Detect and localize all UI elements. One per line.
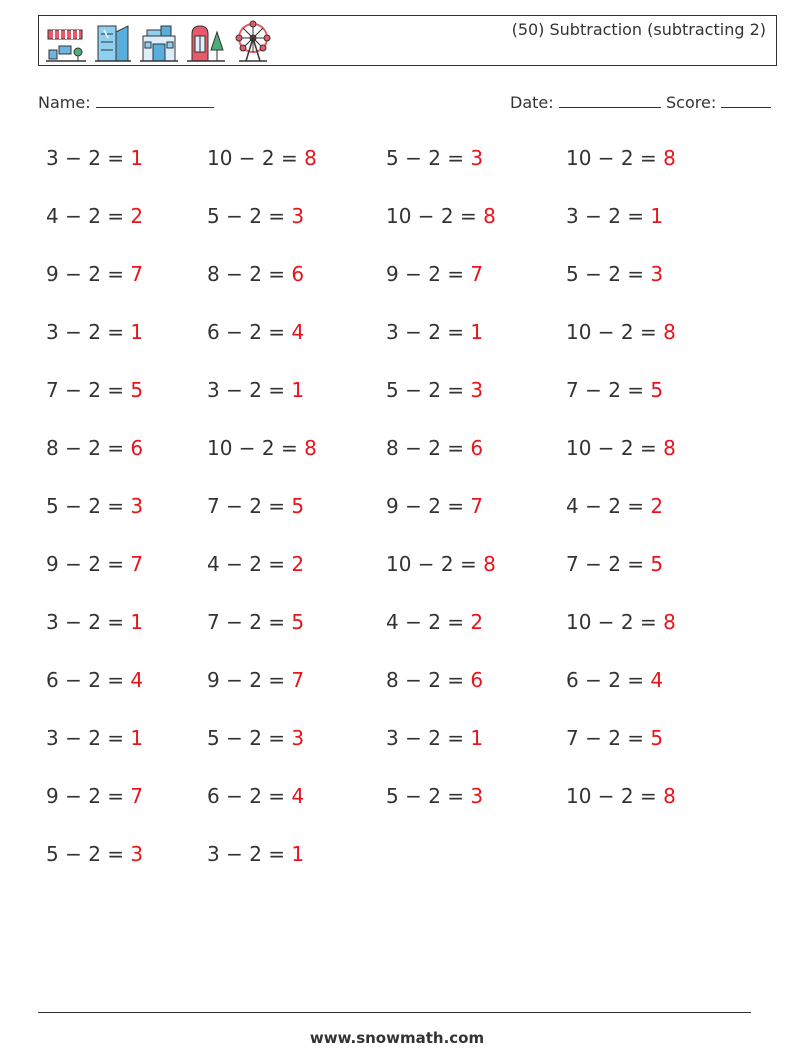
problem-question: 3 − 2 = [566, 204, 645, 228]
problem-question: 6 − 2 = [207, 320, 286, 344]
problem-question: 3 − 2 = [207, 842, 286, 866]
problem-item [386, 204, 496, 228]
problem-question: 9 − 2 = [386, 262, 465, 286]
problem-question: 4 − 2 = [46, 204, 125, 228]
problem-item [46, 262, 143, 286]
problem-item [207, 610, 304, 634]
problem-answer: 7 [130, 552, 144, 576]
problem-item [566, 494, 663, 518]
problem-answer: 4 [291, 320, 305, 344]
problem-answer: 3 [470, 784, 484, 808]
problem-question: 5 − 2 = [386, 378, 465, 402]
problem-question: 7 − 2 = [566, 378, 645, 402]
problem-question: 5 − 2 = [566, 262, 645, 286]
problem-answer: 1 [130, 610, 144, 634]
name-label: Name: [38, 93, 91, 112]
problem-answer: 3 [650, 262, 664, 286]
problem-answer: 8 [483, 552, 496, 576]
problem-item [207, 262, 304, 286]
problem-answer: 3 [291, 726, 305, 750]
score-label: Score: [666, 93, 717, 112]
problem-question: 7 − 2 = [207, 610, 286, 634]
footer-website: www.snowmath.com [309, 1029, 485, 1047]
problem-question: 10 − 2 = [207, 436, 298, 460]
problem-answer: 1 [650, 204, 664, 228]
problem-answer: 1 [291, 842, 305, 866]
problem-item [386, 378, 483, 402]
problem-item [207, 378, 304, 402]
problem-answer: 6 [291, 262, 305, 286]
date-field [510, 93, 661, 112]
problem-item [207, 668, 304, 692]
problem-answer: 6 [470, 436, 484, 460]
problem-answer: 5 [650, 378, 664, 402]
office-building-icon [94, 22, 132, 64]
problem-question: 8 − 2 = [386, 668, 465, 692]
problem-answer: 7 [130, 784, 144, 808]
problem-item [386, 262, 483, 286]
problem-item [566, 204, 663, 228]
problem-answer: 3 [470, 378, 484, 402]
problem-answer: 8 [663, 320, 676, 344]
date-line[interactable] [559, 93, 661, 108]
problem-item [46, 378, 143, 402]
problem-answer: 2 [650, 494, 664, 518]
problem-answer: 8 [304, 146, 317, 170]
problem-question: 3 − 2 = [386, 320, 465, 344]
problem-answer: 5 [291, 610, 305, 634]
problem-answer: 3 [130, 494, 144, 518]
problem-answer: 1 [470, 726, 484, 750]
problem-item [566, 146, 676, 170]
problem-item [46, 146, 143, 170]
problem-question: 3 − 2 = [207, 378, 286, 402]
problem-question: 10 − 2 = [386, 204, 477, 228]
problem-question: 7 − 2 = [207, 494, 286, 518]
problem-item [386, 320, 483, 344]
problem-answer: 1 [130, 320, 144, 344]
phone-booth-icon [186, 22, 226, 64]
problem-question: 10 − 2 = [207, 146, 298, 170]
problem-item [46, 552, 143, 576]
problem-answer: 3 [470, 146, 484, 170]
problem-answer: 8 [663, 436, 676, 460]
ferris-wheel-icon [233, 20, 273, 64]
problem-question: 7 − 2 = [46, 378, 125, 402]
problem-item [566, 436, 676, 460]
problem-item [46, 726, 143, 750]
header-icons [45, 20, 273, 64]
shop-icon [45, 24, 87, 64]
problem-question: 6 − 2 = [46, 668, 125, 692]
problem-item [386, 784, 483, 808]
problem-item [46, 494, 143, 518]
problem-item [207, 320, 304, 344]
problem-item [566, 552, 663, 576]
problem-question: 9 − 2 = [46, 262, 125, 286]
problem-item [46, 842, 143, 866]
problem-question: 10 − 2 = [386, 552, 477, 576]
problem-question: 4 − 2 = [566, 494, 645, 518]
problem-item [207, 842, 304, 866]
problem-question: 3 − 2 = [46, 146, 125, 170]
problem-question: 3 − 2 = [386, 726, 465, 750]
problem-item [386, 668, 483, 692]
problem-item [566, 610, 676, 634]
problem-answer: 5 [650, 552, 664, 576]
problem-question: 6 − 2 = [566, 668, 645, 692]
problem-item [386, 610, 483, 634]
problem-answer: 1 [291, 378, 305, 402]
problem-item [566, 784, 676, 808]
problem-question: 10 − 2 = [566, 146, 657, 170]
problem-item [566, 320, 676, 344]
problem-item [386, 146, 483, 170]
problem-question: 10 − 2 = [566, 436, 657, 460]
problem-answer: 7 [130, 262, 144, 286]
problem-item [386, 494, 483, 518]
problem-item [386, 726, 483, 750]
score-field [666, 93, 771, 112]
problem-answer: 6 [130, 436, 144, 460]
problem-question: 9 − 2 = [386, 494, 465, 518]
problem-question: 8 − 2 = [386, 436, 465, 460]
problem-item [207, 552, 304, 576]
problem-question: 5 − 2 = [46, 842, 125, 866]
problem-answer: 4 [130, 668, 144, 692]
name-field [38, 93, 214, 112]
problem-question: 5 − 2 = [46, 494, 125, 518]
problem-answer: 8 [663, 146, 676, 170]
problem-answer: 2 [470, 610, 484, 634]
problem-answer: 7 [291, 668, 305, 692]
problem-answer: 1 [130, 146, 144, 170]
problem-answer: 2 [291, 552, 305, 576]
problem-item [207, 784, 304, 808]
problem-question: 8 − 2 = [207, 262, 286, 286]
problem-question: 5 − 2 = [207, 726, 286, 750]
problem-answer: 4 [650, 668, 664, 692]
worksheet-title: (50) Subtraction (subtracting 2) [511, 20, 766, 39]
problem-answer: 5 [130, 378, 144, 402]
problem-question: 10 − 2 = [566, 784, 657, 808]
problem-answer: 3 [291, 204, 305, 228]
problem-question: 9 − 2 = [46, 552, 125, 576]
problem-item [207, 436, 317, 460]
problem-question: 4 − 2 = [386, 610, 465, 634]
problem-question: 3 − 2 = [46, 610, 125, 634]
problem-question: 9 − 2 = [46, 784, 125, 808]
problem-question: 6 − 2 = [207, 784, 286, 808]
problem-item [566, 726, 663, 750]
problem-answer: 5 [650, 726, 664, 750]
score-line[interactable] [721, 93, 771, 108]
problem-answer: 3 [130, 842, 144, 866]
problem-item [566, 668, 663, 692]
problem-question: 4 − 2 = [207, 552, 286, 576]
problem-question: 10 − 2 = [566, 610, 657, 634]
building-icon [139, 22, 179, 64]
footer-divider [38, 1012, 751, 1013]
problem-item [207, 204, 304, 228]
problem-answer: 8 [663, 784, 676, 808]
problem-question: 5 − 2 = [386, 146, 465, 170]
problem-answer: 6 [470, 668, 484, 692]
problem-answer: 8 [304, 436, 317, 460]
problem-item [46, 784, 143, 808]
problem-item [46, 610, 143, 634]
problem-item [207, 494, 304, 518]
problem-item [386, 552, 496, 576]
problem-item [46, 320, 143, 344]
problem-question: 3 − 2 = [46, 320, 125, 344]
problem-answer: 4 [291, 784, 305, 808]
problem-question: 5 − 2 = [386, 784, 465, 808]
problem-answer: 5 [291, 494, 305, 518]
problem-question: 9 − 2 = [207, 668, 286, 692]
problem-item [46, 436, 143, 460]
problem-question: 3 − 2 = [46, 726, 125, 750]
problem-answer: 7 [470, 494, 484, 518]
problem-item [386, 436, 483, 460]
problem-question: 7 − 2 = [566, 552, 645, 576]
problem-item [46, 668, 143, 692]
problem-answer: 8 [663, 610, 676, 634]
problem-item [46, 204, 143, 228]
problem-item [566, 378, 663, 402]
problem-answer: 1 [130, 726, 144, 750]
worksheet-header [38, 15, 777, 66]
problem-question: 10 − 2 = [566, 320, 657, 344]
date-label: Date: [510, 93, 554, 112]
problem-answer: 8 [483, 204, 496, 228]
problem-answer: 1 [470, 320, 484, 344]
problem-question: 5 − 2 = [207, 204, 286, 228]
problem-item [207, 146, 317, 170]
problem-answer: 2 [130, 204, 144, 228]
problem-question: 8 − 2 = [46, 436, 125, 460]
problem-question: 7 − 2 = [566, 726, 645, 750]
problem-answer: 7 [470, 262, 484, 286]
problem-item [566, 262, 663, 286]
problem-item [207, 726, 304, 750]
name-line[interactable] [96, 93, 214, 108]
